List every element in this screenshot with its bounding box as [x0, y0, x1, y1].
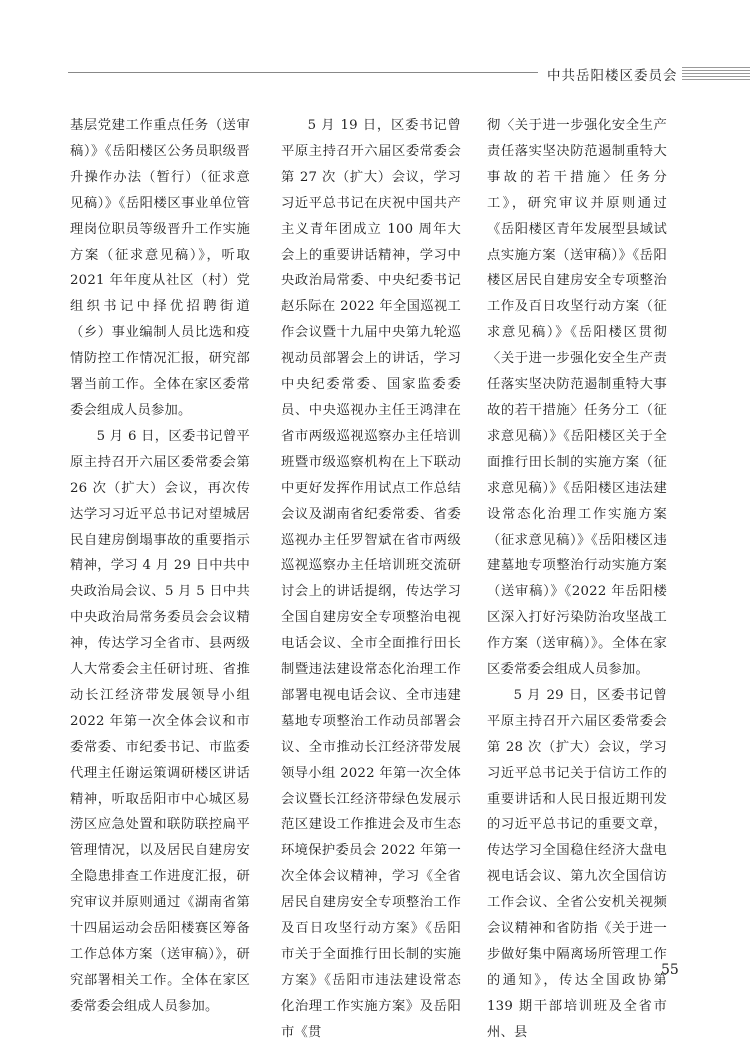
- text-column-1: [70, 113, 250, 1020]
- paragraph: 基层党建工作重点任务（送审稿）》《岳阳楼区公务员职级晋升操作办法（暂行）（征求意见稿）》《岳阳楼区事业单位管理岗位职员等级晋升工作实施方案（征求意见稿）》，听取 2021 年年度从社区（村）党组织书记中择优招聘街道（乡）事业编制人员比选和疫情防控工作情况汇报，研究部署当前工作。全体在家区委常委会组成人员参加。: [70, 118, 250, 418]
- paragraph: 彻〈关于进一步强化安全生产责任落实坚决防范遏制重特大事故的若干措施〉任务分工》，研究审议并原则通过《岳阳楼区青年发展型县域试点实施方案（送审稿）》《岳阳楼区居民自建房安全专项整治工作及百日攻坚行动方案（征求意见稿）》《岳阳楼区贯彻〈关于进一步强化安全生产责任落实坚决防范遏制重特大事故的若干措施〉任务分工（征求意见稿）》《岳阳楼区关于全面推行田长制的实施方案（征求意见稿）》《岳阳楼区违法建设常态化治理工作实施方案（征求意见稿）》《岳阳楼区违建墓地专项整治行动实施方案（送审稿）》《2022 年岳阳楼区深入打好污染防治攻坚战工作方案（送审稿）》。全体在家区委常委会组成人员参加。: [487, 118, 667, 678]
- paragraph: 5 月 19 日，区委书记曾平原主持召开六届区委常委会第 27 次（扩大）会议，学习习近平总书记在庆祝中国共产主义青年团成立 100 周年大会上的重要讲话精神，学习中央政治局常委、中央纪委书记赵乐际在 2022 年全国巡视工作会议暨十九届中央第九轮巡视动员部署会上的讲话，学习中央纪委常委、国家监委委员、中央巡视办主任王鸿津在省市两级巡视巡察办主任培训班暨市级巡察机构在上下联动中更好发挥作用试点工作总结会议及湖南省纪委常委、省委巡视办主任罗智斌在省市两级巡视巡察办主任培训班交流研讨会上的讲话提纲，传达学习全国自建房安全专项整治电视电话会议、全市全面推行田长制暨违法建设常态化治理工作部署电视电话会议、全市违建墓地专项整治工作动员部署会议、全市推动长江经济带发展领导小组 2022 年第一次全体会议暨长江经济带绿色发展示范区建设工作推进会及市生态环境保护委员会 2022 年第一次全体会议精神，学习《全省居民自建房安全专项整治工作及百日攻坚行动方案》《岳阳市关于全面推行田长制的实施方案》《岳阳市违法建设常态化治理工作实施方案》及岳阳市《贯: [281, 118, 461, 1040]
- header-title: 中共岳阳楼区委员会: [547, 68, 678, 84]
- text-column-2: [281, 113, 461, 1046]
- header-stripes: [682, 67, 750, 80]
- header-rule: [68, 72, 538, 73]
- page-header: [0, 62, 750, 86]
- page-number: 55: [661, 962, 679, 978]
- paragraph: 5 月 29 日，区委书记曾平原主持召开六届区委常委会第 28 次（扩大）会议，学习习近平总书记关于信访工作的重要讲话和人民日报近期刊发的习近平总书记的重要文章，传达学习全国稳住经济大盘电视电话会议、第九次全国信访工作会议、全省公安机关视频会议精神和省防指《关于进一步做好集中隔离场所管理工作的通知》，传达全国政协第 139 期干部培训班及全省市州、县: [487, 687, 667, 1040]
- paragraph: 5 月 6 日，区委书记曾平原主持召开六届区委常委会第 26 次（扩大）会议，再次传达学习习近平总书记对望城居民自建房倒塌事故的重要指示精神，学习 4 月 29 日中共中央政治局会议、5 月 5 日中共中央政治局常务委员会会议精神，传达学习全省市、县两级人大常委会主任研讨班、省推动长江经济带发展领导小组 2022 年第一次全体会议和市委常委、市纪委书记、市监委代理主任谢运策调研楼区讲话精神，听取岳阳市中心城区易涝区应急处置和联防联控扁平管理情况，以及居民自建房安全隐患排查工作进度汇报，研究审议并原则通过《湖南省第十四届运动会岳阳楼赛区筹备工作总体方案（送审稿）》，研究部署相关工作。全体在家区委常委会组成人员参加。: [70, 428, 250, 1014]
- text-column-3: [487, 113, 667, 1046]
